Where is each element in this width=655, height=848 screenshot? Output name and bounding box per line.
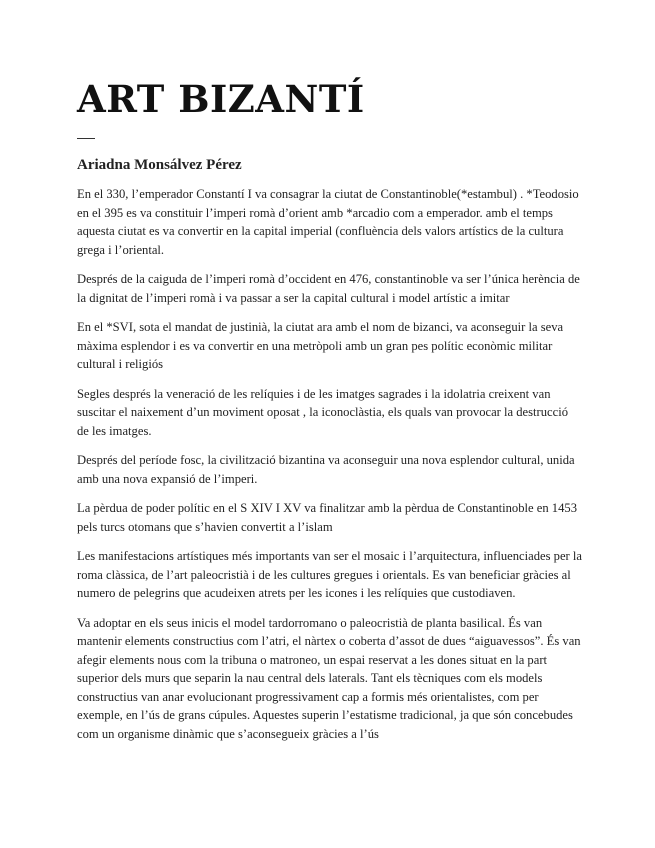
author-name: Ariadna Monsálvez Pérez <box>77 157 242 173</box>
paragraph: Segles després la veneració de les relíquies i de les imatges sagrades i la idolatria creixent van suscitar el naixement d’un moviment oposat , la iconoclàstia, els quals van provocar la destrucció de les imatges. <box>77 386 569 438</box>
document-title: ART BIZANTÍ <box>77 77 365 121</box>
paragraph: Després de la caiguda de l’imperi romà d’occident en 476, constantinoble va ser l’única herència de la dignitat de l’imperi romà i va passar a ser la capital cultural i model artístic a imitar <box>77 272 580 305</box>
paragraph: En el 330, l’emperador Constantí I va consagrar la ciutat de Constantinoble(*estambul) . *Teodosio en el 395 es va constituir l’imperi romà d’orient amb *arcadio com a emperador. amb el temps aquesta ciutat es va convertir en la capital imperial (confluència dels valors artístics de la cultura grega i l’oriental. <box>77 187 579 257</box>
document-body <box>77 185 582 754</box>
paragraph: La pèrdua de poder polític en el S XIV I XV va finalitzar amb la pèrdua de Constantinoble en 1453 pels turcs otomans que s’havien convertit a l’islam <box>77 501 577 534</box>
paragraph: Les manifestacions artístiques més importants van ser el mosaic i l’arquitectura, influenciades per la roma clàssica, de l’art paleocristià i de les cultures gregues i orientals. Es van beneficiar gràcies al numero de pelegrins que acudeixen atrets per les icones i les relíquies que custodiaven. <box>77 549 582 600</box>
paragraph: Després del període fosc, la civilització bizantina va aconseguir una nova esplendor cultural, unida amb una nova expansió de l’imperi. <box>77 453 575 486</box>
title-divider <box>77 138 95 139</box>
paragraph: En el *SVI, sota el mandat de justinià, la ciutat ara amb el nom de bizanci, va aconseguir la seva màxima esplendor i es va convertir en una metròpoli amb un gran pes polític econòmic militar cultural i religiós <box>77 320 564 371</box>
paragraph: Va adoptar en els seus inicis el model tardorromano o paleocristià de planta basilical. És van mantenir elements constructius com l’atri, el nàrtex o coberta d’assot de dues “aiguavessos”. És van afegir elements nous com la tribuna o matroneo, un espai reservat a les dones situat en la part superior dels murs que separin la nau central dels laterals. Tant els tècniques com els models constructius van anar evolucionant progressivament cap a formis més orientalistes, com per exemple, en l’ús de grans cúpules. Aquestes superin l’estatisme tradicional, ja que són concebudes com un organisme dinàmic que s’aconsegueix gràcies a l’ús <box>77 615 581 741</box>
